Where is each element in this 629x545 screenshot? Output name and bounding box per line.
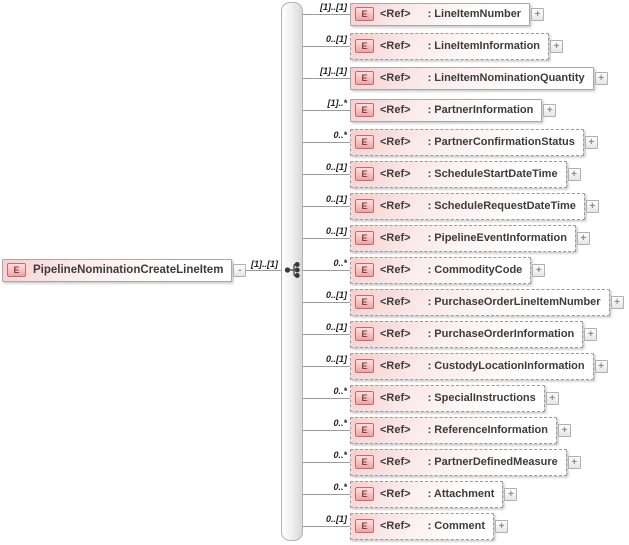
root-element-name: PipelineNominationCreateLineItem: [33, 264, 224, 276]
ref-label: <Ref>: [380, 392, 411, 404]
ref-label: <Ref>: [380, 328, 411, 340]
expand-icon[interactable]: +: [568, 168, 581, 181]
connector-line: [302, 142, 350, 143]
expand-icon[interactable]: +: [584, 328, 597, 341]
child-element[interactable]: [350, 321, 583, 348]
element-name: : PipelineEventInformation: [427, 232, 567, 244]
element-icon: E: [355, 295, 374, 309]
element-name: : PartnerDefinedMeasure: [427, 456, 558, 468]
cardinality-label: [1]..*: [327, 98, 347, 108]
element-name: : CommodityCode: [427, 264, 523, 276]
element-icon: E: [355, 519, 374, 533]
element-name: : SpecialInstructions: [427, 392, 536, 404]
element-name: : Attachment: [427, 488, 495, 500]
expand-icon[interactable]: +: [546, 392, 559, 405]
element-name: : Comment: [427, 520, 486, 532]
cardinality-label: [1]..[1]: [320, 66, 347, 76]
element-name: : ScheduleRequestDateTime: [427, 200, 576, 212]
cardinality-label: 0..[1]: [325, 226, 347, 236]
expand-icon[interactable]: +: [577, 232, 590, 245]
connector-line: [302, 334, 350, 335]
expand-icon[interactable]: +: [550, 40, 563, 53]
cardinality-label: 0..*: [333, 130, 347, 140]
expand-icon[interactable]: +: [532, 264, 545, 277]
connector-line: [302, 206, 350, 207]
element-icon: E: [355, 39, 374, 53]
cardinality-label: 0..*: [333, 418, 347, 428]
ref-label: <Ref>: [380, 40, 411, 52]
connector-line: [302, 462, 350, 463]
element-icon: E: [355, 487, 374, 501]
connector-line: [302, 78, 350, 79]
root-connector: [246, 258, 281, 282]
expand-icon[interactable]: +: [495, 520, 508, 533]
connector-line: [302, 430, 350, 431]
child-element[interactable]: [350, 3, 530, 26]
child-element[interactable]: [350, 161, 567, 188]
root-cardinality-label: [1]..[1]: [251, 259, 278, 269]
child-element[interactable]: [350, 417, 557, 444]
connector-line: [302, 494, 350, 495]
ref-label: <Ref>: [380, 200, 411, 212]
element-icon: E: [355, 103, 374, 117]
element-name: : LineItemNumber: [427, 8, 522, 20]
element-icon: E: [355, 167, 374, 181]
connector-line: [302, 174, 350, 175]
connector-line: [302, 14, 350, 15]
element-name: : CustodyLocationInformation: [427, 360, 585, 372]
cardinality-label: 0..[1]: [325, 290, 347, 300]
expand-icon[interactable]: +: [504, 488, 517, 501]
element-name: : PartnerInformation: [427, 104, 534, 116]
ref-label: <Ref>: [380, 72, 411, 84]
expand-icon[interactable]: +: [531, 8, 544, 21]
sequence-icon[interactable]: [285, 262, 301, 278]
expand-icon[interactable]: +: [595, 360, 608, 373]
element-icon: E: [355, 199, 374, 213]
child-element[interactable]: [350, 99, 542, 122]
cardinality-label: 0..[1]: [325, 514, 347, 524]
ref-label: <Ref>: [380, 104, 411, 116]
child-element[interactable]: [350, 129, 584, 156]
element-icon: E: [7, 263, 26, 277]
ref-label: <Ref>: [380, 136, 411, 148]
element-icon: E: [355, 263, 374, 277]
connector-line: [246, 270, 281, 271]
element-icon: E: [355, 391, 374, 405]
connector-line: [302, 398, 350, 399]
cardinality-label: 0..[1]: [325, 322, 347, 332]
element-name: : PartnerConfirmationStatus: [427, 136, 575, 148]
cardinality-label: 0..*: [333, 450, 347, 460]
ref-label: <Ref>: [380, 8, 411, 20]
connector-line: [302, 270, 350, 271]
element-icon: E: [355, 231, 374, 245]
root-element[interactable]: [2, 259, 232, 282]
child-element[interactable]: [350, 481, 503, 508]
ref-label: <Ref>: [380, 264, 411, 276]
expand-icon[interactable]: +: [611, 296, 624, 309]
child-element[interactable]: [350, 193, 585, 220]
expand-icon[interactable]: +: [568, 456, 581, 469]
child-element[interactable]: [350, 513, 494, 540]
cardinality-label: 0..[1]: [325, 194, 347, 204]
element-name: : PurchaseOrderLineItemNumber: [427, 296, 601, 308]
expand-icon[interactable]: +: [586, 200, 599, 213]
child-element[interactable]: [350, 353, 594, 380]
ref-label: <Ref>: [380, 456, 411, 468]
ref-label: <Ref>: [380, 232, 411, 244]
element-name: : ScheduleStartDateTime: [427, 168, 558, 180]
element-icon: E: [355, 423, 374, 437]
cardinality-label: 0..*: [333, 386, 347, 396]
ref-label: <Ref>: [380, 488, 411, 500]
cardinality-label: [1]..[1]: [320, 2, 347, 12]
cardinality-label: 0..[1]: [325, 162, 347, 172]
element-name: : ReferenceInformation: [427, 424, 548, 436]
child-element[interactable]: [350, 257, 531, 284]
element-icon: E: [355, 327, 374, 341]
element-name: : LineItemNominationQuantity: [427, 72, 585, 84]
ref-label: <Ref>: [380, 520, 411, 532]
element-icon: E: [355, 135, 374, 149]
element-icon: E: [355, 71, 374, 85]
connector-line: [302, 302, 350, 303]
ref-label: <Ref>: [380, 424, 411, 436]
root-element-row: [2, 258, 281, 282]
expand-icon[interactable]: +: [595, 72, 608, 85]
connector-line: [302, 238, 350, 239]
collapse-icon[interactable]: -: [233, 264, 246, 277]
child-element[interactable]: [350, 289, 610, 316]
cardinality-label: 0..*: [333, 258, 347, 268]
connector-line: [302, 526, 350, 527]
child-element[interactable]: [350, 33, 549, 60]
connector-line: [302, 46, 350, 47]
ref-label: <Ref>: [380, 296, 411, 308]
expand-icon[interactable]: +: [543, 104, 556, 117]
child-element[interactable]: [350, 67, 594, 90]
cardinality-label: 0..[1]: [325, 354, 347, 364]
connector-line: [302, 366, 350, 367]
element-icon: E: [355, 359, 374, 373]
cardinality-label: 0..[1]: [325, 34, 347, 44]
ref-label: <Ref>: [380, 360, 411, 372]
element-name: : LineItemInformation: [427, 40, 541, 52]
ref-label: <Ref>: [380, 168, 411, 180]
element-icon: E: [355, 455, 374, 469]
expand-icon[interactable]: +: [558, 424, 571, 437]
child-element[interactable]: [350, 385, 545, 412]
connector-line: [302, 110, 350, 111]
child-element[interactable]: [350, 225, 576, 252]
cardinality-label: 0..*: [333, 482, 347, 492]
child-element[interactable]: [350, 449, 567, 476]
element-name: : PurchaseOrderInformation: [427, 328, 575, 340]
expand-icon[interactable]: +: [585, 136, 598, 149]
element-icon: E: [355, 7, 374, 21]
